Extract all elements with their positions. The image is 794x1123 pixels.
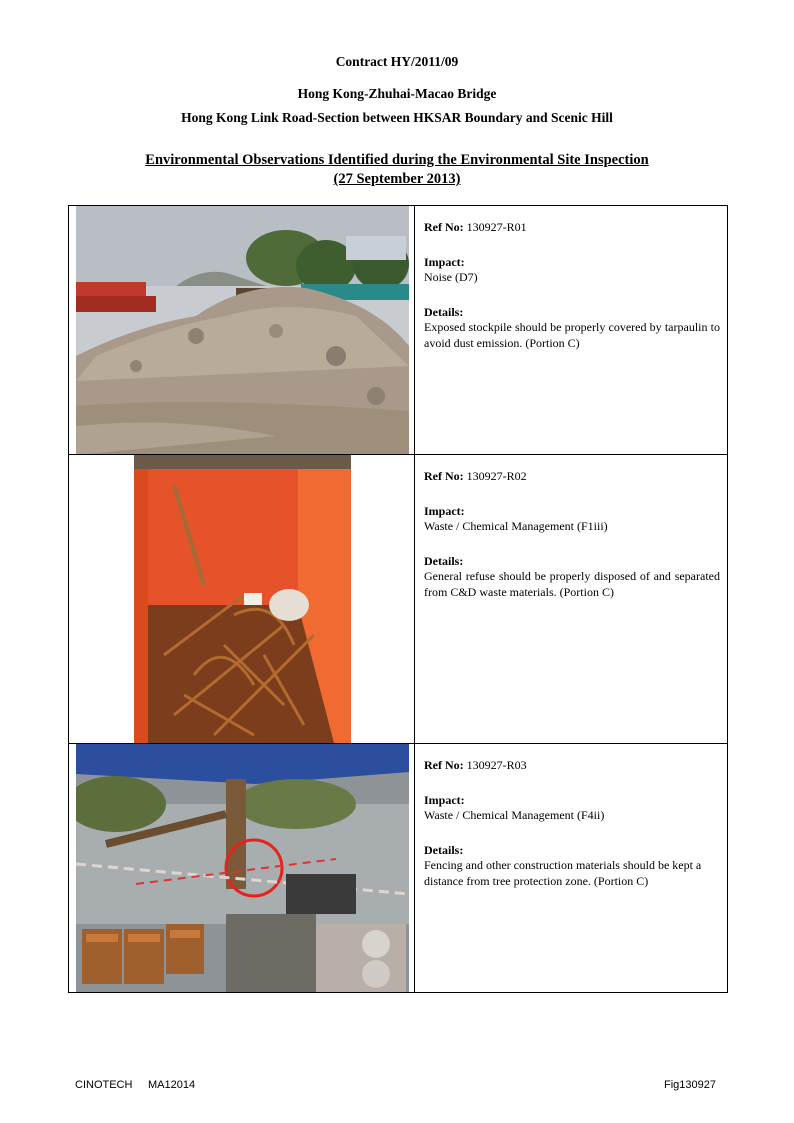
footer-doc-ref: MA12014: [148, 1079, 196, 1091]
impact-label: Impact:: [424, 254, 465, 269]
details-label: Details:: [424, 553, 464, 568]
impact-value: Noise (D7): [424, 270, 478, 284]
details-label: Details:: [424, 304, 464, 319]
photo-cell-2: [69, 455, 415, 743]
page-title: Environmental Observations Identified during the Environmental Site Inspection: [145, 152, 649, 168]
observation-row-2: [69, 455, 727, 744]
impact-value: Waste / Chemical Management (F1iii): [424, 519, 608, 533]
observation-row-3: [69, 744, 727, 992]
refuse-bin-photo: [134, 455, 351, 743]
stockpile-photo: [76, 206, 409, 454]
ref-label: Ref No:: [424, 469, 464, 483]
observation-text-3: [416, 744, 727, 992]
impact-label: Impact:: [424, 792, 465, 807]
observation-text-1: [416, 206, 727, 454]
ref-number: 130927-R01: [466, 220, 527, 234]
contract-number: Contract HY/2011/09: [335, 54, 459, 69]
footer-company: CINOTECH: [75, 1079, 133, 1091]
observation-row-1: [69, 206, 727, 455]
photo-cell-3: [69, 744, 415, 992]
details-value: Exposed stockpile should be properly covered by tarpaulin to avoid dust emission. (Portion C): [424, 320, 720, 350]
impact-value: Waste / Chemical Management (F4ii): [424, 808, 605, 822]
observations-table: [68, 205, 728, 993]
project-name: Hong Kong-Zhuhai-Macao Bridge: [297, 86, 497, 101]
impact-label: Impact:: [424, 503, 465, 518]
ref-number: 130927-R03: [466, 758, 527, 772]
ref-number: 130927-R02: [466, 469, 527, 483]
details-value: General refuse should be properly disposed of and separated from C&D waste materials. (Portion C): [424, 569, 720, 599]
details-value: Fencing and other construction materials should be kept a distance from tree protection zone. (Portion C): [424, 858, 702, 888]
inspection-date: (27 September 2013): [333, 171, 461, 187]
ref-label: Ref No:: [424, 220, 464, 234]
photo-cell-1: [69, 206, 415, 454]
observation-text-2: [416, 455, 727, 743]
tree-protection-photo: [76, 744, 409, 992]
project-section: Hong Kong Link Road-Section between HKSAR Boundary and Scenic Hill: [181, 110, 613, 125]
details-label: Details:: [424, 842, 464, 857]
ref-label: Ref No:: [424, 758, 464, 772]
footer-figure: Fig130927: [664, 1079, 716, 1091]
